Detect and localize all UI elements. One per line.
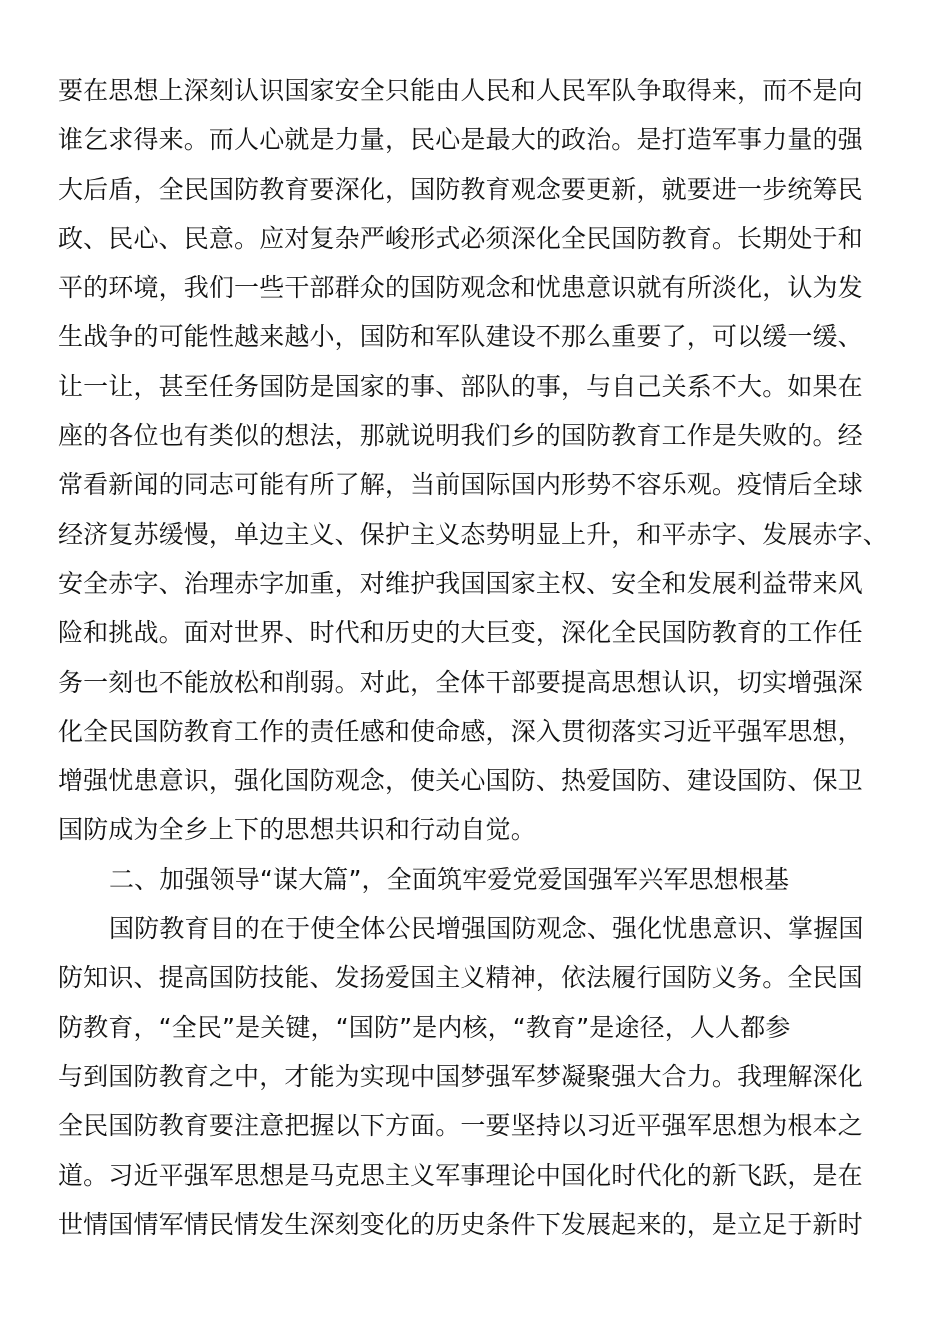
text-line: 经济复苏缓慢，单边主义、保护主义态势明显上升，和平赤字、发展赤字、 [58, 519, 888, 549]
text-line: 世情国情军情民情发生深刻变化的历史条件下发展起来的，是立足于新时 [58, 1209, 863, 1239]
text-line: 险和挑战。面对世界、时代和历史的大巨变，深化全民国防教育的工作任 [58, 618, 863, 648]
text-line: 谁乞求得来。而人心就是力量，民心是最大的政治。是打造军事力量的强 [58, 125, 863, 155]
section-heading: 二、加强领导“谋大篇”，全面筑牢爱党爱国强军兴军思想根基 [109, 864, 790, 894]
text-line: 常看新闻的同志可能有所了解，当前国际国内形势不容乐观。疫情后全球 [58, 470, 863, 500]
text-line: 大后盾，全民国防教育要深化，国防教育观念要更新，就要进一步统筹民 [58, 174, 863, 204]
text-line: 化全民国防教育工作的责任感和使命感，深入贯彻落实习近平强军思想， [58, 716, 863, 746]
text-line: 让一让，甚至任务国防是国家的事、部队的事，与自己关系不大。如果在 [58, 371, 863, 401]
text-line: 道。习近平强军思想是马克思主义军事理论中国化时代化的新飞跃，是在 [58, 1160, 863, 1190]
body-text [58, 66, 892, 1249]
text-line: 安全赤字、治理赤字加重，对维护我国国家主权、安全和发展利益带来风 [58, 568, 863, 598]
text-line: 平的环境，我们一些干部群众的国防观念和忧患意识就有所淡化，认为发 [58, 273, 863, 303]
text-line: 要在思想上深刻认识国家安全只能由人民和人民军队争取得来，而不是向 [58, 76, 863, 105]
text-line: 与到国防教育之中，才能为实现中国梦强军梦凝聚强大合力。我理解深化 [58, 1061, 863, 1091]
text-line: 防知识、提高国防技能、发扬爱国主义精神，依法履行国防义务。全民国 [58, 963, 863, 993]
text-line: 全民国防教育要注意把握以下方面。一要坚持以习近平强军思想为根本之 [58, 1111, 863, 1141]
text-line: 国防成为全乡上下的思想共识和行动自觉。 [58, 815, 536, 845]
text-line: 生战争的可能性越来越小，国防和军队建设不那么重要了，可以缓一缓、 [58, 322, 863, 352]
text-line: 增强忧患意识，强化国防观念，使关心国防、热爱国防、建设国防、保卫 [58, 766, 863, 796]
text-line: 座的各位也有类似的想法，那就说明我们乡的国防教育工作是失败的。经 [58, 421, 863, 451]
text-line: 防教育，“全民”是关键，“国防”是内核，“教育”是途径，人人都参 [58, 1012, 791, 1042]
text-line: 政、民心、民意。应对复杂严峻形式必须深化全民国防教育。长期处于和 [58, 223, 863, 253]
text-line: 务一刻也不能放松和削弱。对此，全体干部要提高思想认识，切实增强深 [58, 667, 863, 697]
text-line: 国防教育目的在于使全体公民增强国防观念、强化忧患意识、掌握国 [109, 914, 864, 944]
